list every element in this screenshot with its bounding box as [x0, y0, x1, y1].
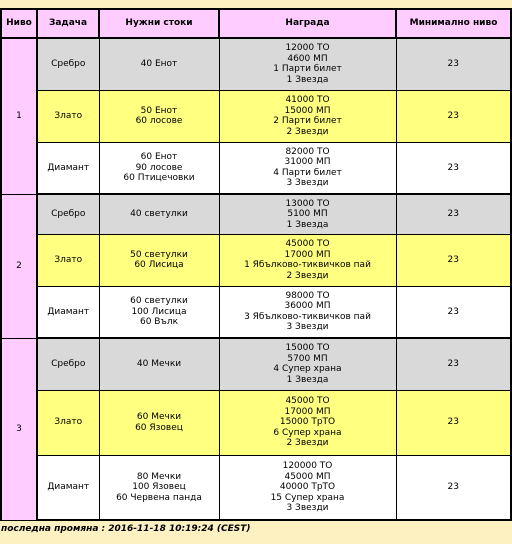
reward-line: 40000 ТрТО — [279, 482, 336, 492]
reward-line: 1 Звезда — [286, 219, 329, 230]
header-row — [1, 9, 511, 38]
goods-cell — [99, 455, 219, 520]
reward-line: 2 Звезди — [286, 270, 329, 281]
task-cell: Злато — [37, 90, 99, 142]
table-row — [1, 338, 511, 390]
reward-cell — [219, 455, 396, 520]
task-cell: Злато — [37, 234, 99, 286]
task-table — [0, 8, 512, 521]
task-cell: Сребро — [37, 194, 99, 234]
goods-line: 40 Мечки — [136, 359, 182, 369]
goods-line: 40 светулки — [130, 209, 188, 219]
reward-line: 120000 ТО — [282, 461, 333, 471]
level-cell: 3 — [1, 338, 37, 520]
header-min-level: Минимално ниво — [396, 9, 511, 38]
reward-line: 5100 МП — [287, 209, 328, 219]
min-level-cell: 23 — [396, 286, 511, 338]
min-level-cell: 23 — [396, 338, 511, 390]
goods-line: 90 лосове — [135, 162, 183, 173]
reward-line: 15000 МП — [284, 105, 331, 116]
reward-line: 15 Супер храна — [270, 492, 345, 503]
reward-line: 12000 ТО — [285, 43, 330, 54]
reward-line: 45000 ТО — [285, 396, 330, 407]
reward-line: 17000 МП — [284, 406, 331, 417]
table-row — [1, 455, 511, 520]
reward-cell — [219, 142, 396, 194]
goods-line: 60 Вълк — [139, 317, 179, 327]
header-reward: Награда — [219, 9, 396, 38]
reward-line: 4600 МП — [287, 53, 328, 64]
table-row — [1, 390, 511, 455]
reward-line: 1 Звезда — [286, 374, 329, 385]
goods-line: 100 Язовец — [132, 482, 186, 492]
reward-line: 3 Звезди — [286, 178, 329, 189]
task-cell: Диамант — [37, 142, 99, 194]
reward-cell — [219, 38, 396, 90]
goods-line: 60 светулки — [130, 296, 188, 306]
reward-line: 15000 ТО — [285, 343, 330, 354]
goods-cell — [99, 286, 219, 338]
reward-cell — [219, 90, 396, 142]
reward-line: 1 Звезда — [286, 74, 329, 85]
reward-cell — [219, 234, 396, 286]
table-row — [1, 194, 511, 234]
reward-line: 1 Парти билет — [273, 64, 342, 75]
reward-line: 6 Супер храна — [273, 427, 342, 438]
task-cell: Диамант — [37, 455, 99, 520]
level-cell: 1 — [1, 38, 37, 194]
reward-line: 2 Парти билет — [273, 116, 342, 126]
table-row — [1, 286, 511, 338]
task-cell: Сребро — [37, 38, 99, 90]
goods-cell — [99, 142, 219, 194]
table-row — [1, 234, 511, 286]
header-level: Ниво — [1, 9, 37, 38]
reward-line: 5700 МП — [287, 353, 328, 364]
reward-cell — [219, 194, 396, 234]
goods-line: 60 Мечки — [136, 412, 182, 422]
goods-line: 50 светулки — [130, 249, 188, 260]
reward-line: 45000 МП — [284, 471, 331, 482]
goods-cell — [99, 38, 219, 90]
reward-line: 3 Звезди — [286, 322, 329, 333]
min-level-cell: 23 — [396, 390, 511, 455]
reward-line: 3 Ябълково-тиквичков пай — [244, 311, 371, 322]
reward-line: 2 Звезди — [286, 438, 329, 449]
reward-line: 36000 МП — [284, 301, 331, 312]
reward-line: 17000 МП — [284, 249, 331, 260]
goods-cell — [99, 338, 219, 390]
goods-cell — [99, 390, 219, 455]
reward-line: 1 Ябълково-тиквичков пай — [244, 260, 371, 270]
reward-line: 98000 ТО — [285, 290, 330, 301]
goods-line: 60 Лисица — [134, 260, 184, 270]
goods-line: 60 Червена панда — [116, 492, 202, 503]
task-cell: Злато — [37, 390, 99, 455]
header-task: Задача — [37, 9, 99, 38]
goods-line: 80 Мечки — [136, 471, 182, 482]
last-modified-footer: последна промяна : 2016-11-18 10:19:24 (CEST) — [1, 524, 251, 534]
reward-line: 45000 ТО — [285, 239, 330, 249]
goods-line: 60 Енот — [140, 152, 178, 162]
goods-line: 50 Енот — [140, 105, 178, 116]
reward-line: 41000 ТО — [285, 95, 330, 105]
header-goods: Нужни стоки — [99, 9, 219, 38]
goods-line: 100 Лисица — [131, 306, 187, 317]
reward-line: 82000 ТО — [285, 146, 330, 157]
table-row — [1, 38, 511, 90]
task-cell: Диамант — [37, 286, 99, 338]
reward-line: 4 Парти билет — [273, 167, 342, 178]
min-level-cell: 23 — [396, 90, 511, 142]
goods-cell — [99, 90, 219, 142]
task-cell: Сребро — [37, 338, 99, 390]
reward-cell — [219, 338, 396, 390]
reward-line: 31000 МП — [284, 157, 331, 168]
table-row — [1, 90, 511, 142]
goods-line: 40 Енот — [140, 59, 178, 69]
goods-cell — [99, 194, 219, 234]
table-row — [1, 142, 511, 194]
reward-cell — [219, 286, 396, 338]
min-level-cell: 23 — [396, 455, 511, 520]
goods-line: 60 лосове — [135, 116, 183, 126]
min-level-cell: 23 — [396, 234, 511, 286]
min-level-cell: 23 — [396, 194, 511, 234]
reward-line: 15000 ТрТО — [279, 417, 336, 428]
level-cell: 2 — [1, 194, 37, 338]
reward-line: 3 Звезди — [286, 503, 329, 513]
reward-line: 13000 ТО — [285, 198, 330, 209]
reward-cell — [219, 390, 396, 455]
goods-line: 60 Птицечовки — [123, 173, 195, 183]
reward-line: 4 Супер храна — [273, 364, 342, 375]
min-level-cell: 23 — [396, 142, 511, 194]
min-level-cell: 23 — [396, 38, 511, 90]
goods-line: 60 Язовец — [135, 422, 183, 433]
reward-line: 2 Звезди — [286, 126, 329, 137]
goods-cell — [99, 234, 219, 286]
